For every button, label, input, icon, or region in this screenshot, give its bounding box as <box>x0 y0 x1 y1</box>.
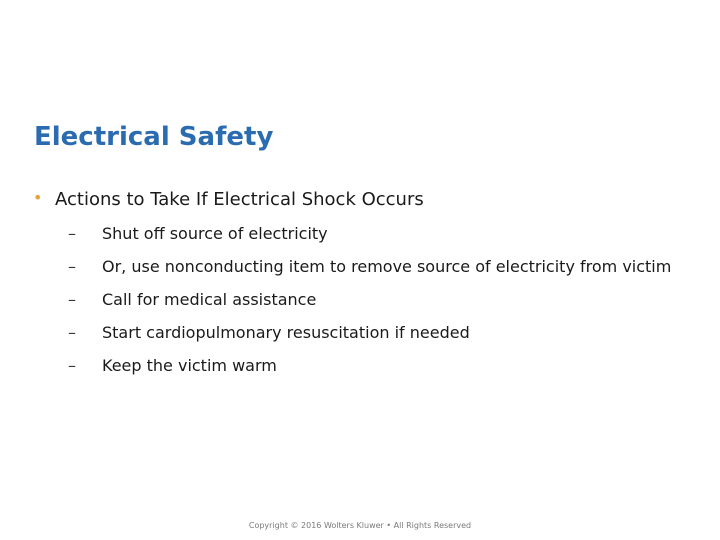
dash-icon: – <box>68 290 76 309</box>
dash-icon: – <box>68 257 76 276</box>
bullet-dot-icon: • <box>33 188 43 207</box>
dash-icon: – <box>68 323 76 342</box>
sub-bullet-text: Or, use nonconducting item to remove source of electricity from victim <box>102 257 672 276</box>
sub-bullet-list <box>68 224 688 389</box>
sub-bullet-item <box>68 257 688 277</box>
sub-bullet-text: Shut off source of electricity <box>102 224 328 243</box>
sub-bullet-text: Start cardiopulmonary resuscitation if needed <box>102 323 470 342</box>
dash-icon: – <box>68 224 76 243</box>
sub-bullet-item <box>68 356 688 376</box>
sub-bullet-text: Keep the victim warm <box>102 356 277 375</box>
slide-title: Electrical Safety <box>34 122 274 152</box>
main-bullet-text: Actions to Take If Electrical Shock Occurs <box>55 189 424 210</box>
sub-bullet-item <box>68 323 688 343</box>
main-bullet <box>33 189 424 210</box>
dash-icon: – <box>68 356 76 375</box>
sub-bullet-item <box>68 224 688 244</box>
copyright-footer: Copyright © 2016 Wolters Kluwer • All Rights Reserved <box>248 521 472 530</box>
sub-bullet-text: Call for medical assistance <box>102 290 317 309</box>
sub-bullet-item <box>68 290 688 310</box>
